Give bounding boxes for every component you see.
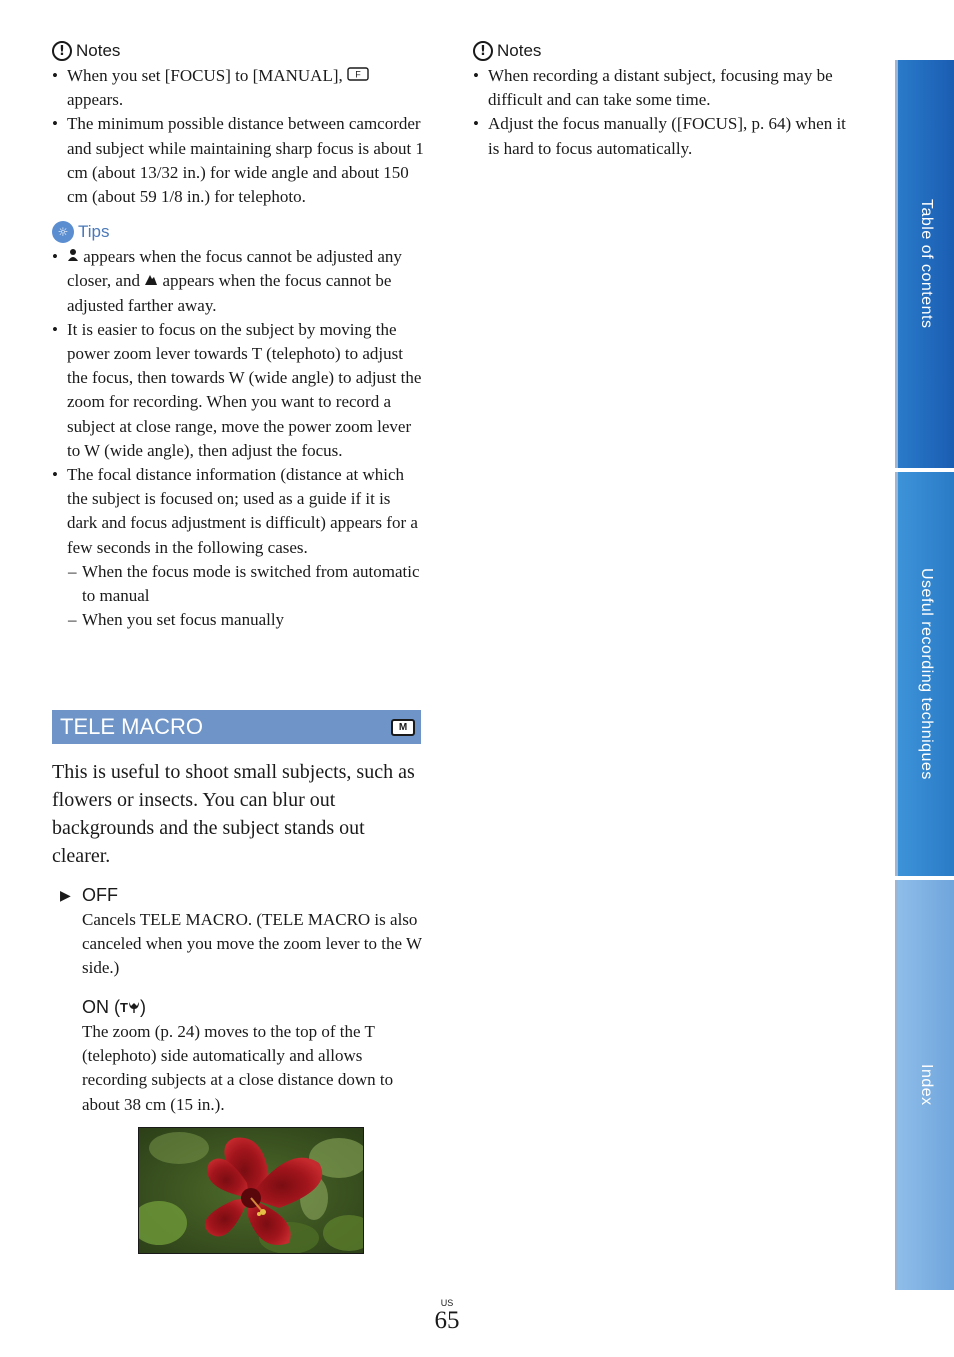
tips-heading bbox=[52, 219, 424, 245]
option-on-heading bbox=[60, 994, 424, 1020]
notes-heading bbox=[52, 38, 424, 64]
note-text-cont: appears. bbox=[67, 90, 124, 110]
region-code: US bbox=[440, 1298, 454, 1308]
notes-list bbox=[52, 64, 424, 209]
note-text: When you set [FOCUS] to [MANUAL], bbox=[67, 66, 343, 85]
tip-case: – When you set focus manually bbox=[52, 608, 424, 632]
right-column bbox=[473, 38, 853, 161]
notes-heading bbox=[473, 38, 853, 64]
tip-item bbox=[52, 245, 424, 318]
tab-useful-recording-techniques[interactable] bbox=[895, 472, 954, 876]
tip-case: – When the focus mode is switched from automatic to manual bbox=[52, 560, 424, 608]
tab-label: Index bbox=[918, 1064, 935, 1106]
page-number-value: 65 bbox=[434, 1307, 460, 1334]
tips-list bbox=[52, 245, 424, 560]
option-on-label: ON ( bbox=[82, 996, 120, 1017]
hibiscus-photo bbox=[138, 1127, 364, 1254]
tip-item: • The focal distance information (distance at which the subject is focused on; used as a guide if it is dark and focus adjustment is difficult) appears for a few seconds in the following cases. bbox=[52, 463, 424, 560]
option-off-heading bbox=[60, 882, 424, 908]
tab-label: Table of contents bbox=[918, 199, 935, 329]
tulip-icon bbox=[120, 1000, 140, 1015]
section-title: TELE MACRO bbox=[60, 714, 204, 739]
tab-label: Useful recording techniques bbox=[918, 568, 935, 780]
person-icon bbox=[67, 245, 79, 269]
notes-heading-label: Notes bbox=[76, 41, 121, 60]
notes-heading-label: Notes bbox=[497, 41, 542, 60]
section-intro: This is useful to shoot small subjects, such as flowers or insects. You can blur out backgrounds and the subject stands out clearer. bbox=[52, 761, 415, 867]
default-marker-icon: ▶ bbox=[60, 886, 71, 903]
notes-icon: ! bbox=[52, 41, 72, 61]
section-header bbox=[52, 710, 421, 744]
tip-item: • It is easier to focus on the subject by moving the power zoom lever towards T (telephoto) to adjust the focus, then towards W (wide angle) to adjust the zoom for recording. When you want to record a subject at close range, move the power zoom lever to W (wide angle), then adjust the focus. bbox=[52, 318, 424, 463]
manual-focus-icon bbox=[347, 64, 369, 88]
tele-letter: T bbox=[120, 999, 128, 1015]
note-item bbox=[52, 64, 424, 112]
notes-list bbox=[473, 64, 853, 161]
tab-index[interactable] bbox=[895, 880, 954, 1290]
tip-text-cont: appears when the focus cannot be adjusted farther away. bbox=[67, 271, 392, 315]
notes-icon: ! bbox=[473, 41, 493, 61]
option-off bbox=[60, 882, 424, 981]
note-item: • When recording a distant subject, focusing may be difficult and can take some time. bbox=[473, 64, 853, 112]
option-on-desc: The zoom (p. 24) moves to the top of the T (telephoto) side automatically and allows recording subjects at a close distance down to about 38 cm (15 in.). bbox=[82, 1022, 394, 1114]
option-off-desc: Cancels TELE MACRO. (TELE MACRO is also canceled when you move the zoom lever to the W side.) bbox=[82, 910, 422, 978]
option-on-label-end: ) bbox=[139, 996, 146, 1017]
option-on bbox=[60, 994, 424, 1117]
svg-text:F: F bbox=[355, 69, 361, 80]
mountain-icon bbox=[144, 269, 158, 293]
tip-text: appears when the focus cannot be adjusted any closer, and bbox=[67, 247, 402, 291]
note-item: • The minimum possible distance between camcorder and subject while maintaining sharp focus is about 1 cm (about 13/32 in.) for wide angle and about 150 cm (about 59 1/8 in.) for telephoto. bbox=[52, 112, 424, 209]
tab-table-of-contents[interactable] bbox=[895, 60, 954, 468]
page-number bbox=[434, 1298, 460, 1334]
note-item: • Adjust the focus manually ([FOCUS], p. 64) when it is hard to focus automatically. bbox=[473, 112, 853, 160]
option-off-label: OFF bbox=[82, 884, 118, 905]
left-column bbox=[52, 38, 424, 632]
tips-heading-label: Tips bbox=[78, 222, 110, 242]
tips-icon: ☼ bbox=[52, 221, 74, 243]
movie-mode-icon: M bbox=[391, 719, 415, 736]
